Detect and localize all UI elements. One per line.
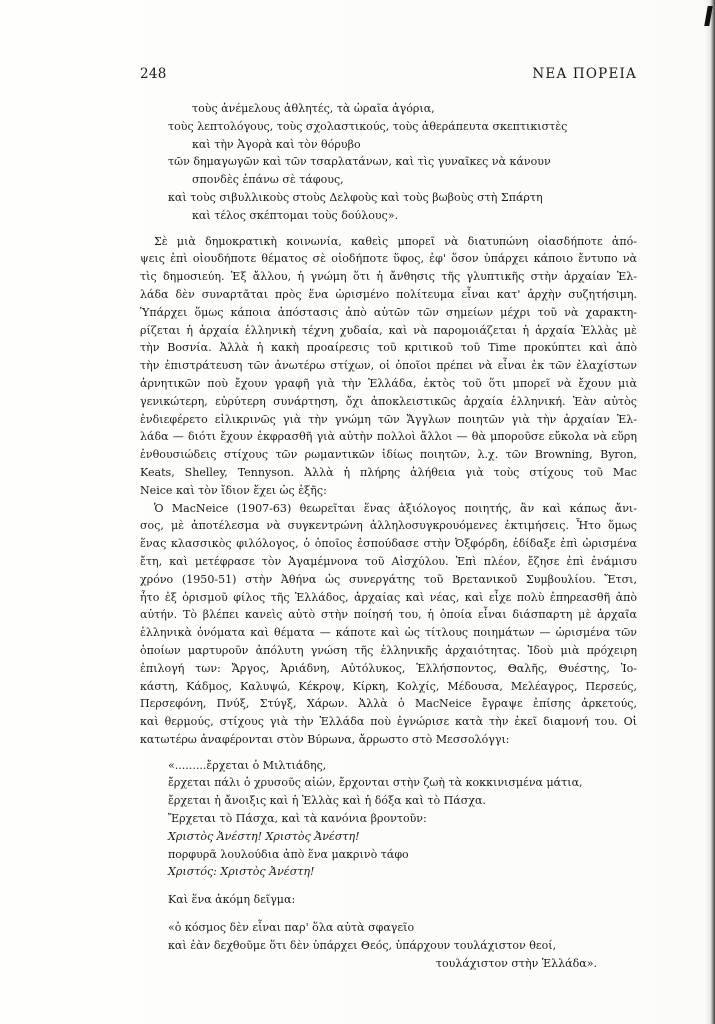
text-line: σος, μὲ ἀποτέλεσμα νὰ συγκεντρώνη ἀλληλοσυγκρουόμενες ἐκτιμήσεις. Ἦτο ὅμως [140, 519, 637, 533]
text-line: κάστη, Κάδμος, Καλυψώ, Κέκροψ, Κίρκη, Κολχίς, Μέδουσα, Μελέαγρος, Περσεύς, [140, 679, 637, 693]
verse-line: Χριστὸς Ἀνέστη! Χριστὸς Ἀνέστη! [168, 829, 360, 843]
text-line: Περσεφόνη, Πνύξ, Στύγξ, Χάρων. Ἀλλὰ ὁ MacNeice ἔγραψε ἐπίσης ἀρκετούς, [140, 697, 637, 711]
verse-line: τουλάχιστον στὴν Ἑλλάδα». [435, 956, 597, 970]
text-line: ἀρνητικῶν ποὺ ἔχουν γραφῆ γιὰ τὴν Ἑλλάδα, ἐκτὸς τοῦ ὅτι μπορεῖ νὰ ἔχουν μιὰ [140, 376, 637, 390]
verse-line: «ὁ κόσμος δὲν εἶναι παρ' ὅλα αὐτὰ σφαγεῖο [168, 921, 415, 935]
text-line: τὶς δημοσιεύη. Ἐξ ἄλλου, ἡ γνώμη ὅτι ἡ ἄνθησις τῆς γλυπτικῆς στὴν ἀρχαίαν Ἑλ- [140, 270, 637, 284]
text-line: ἐπιλογή των: Ἄργος, Ἀριάδνη, Αὐτόλυκος, Ἑλλήσποντος, Θαλῆς, Θυέστης, Ἰο- [140, 661, 637, 675]
verse-line: πορφυρᾶ λουλούδια ἀπὸ ἕνα μακρινὸ τάφο [168, 847, 409, 861]
text-line: Σὲ μιὰ δημοκρατικὴ κοινωνία, καθεὶς μπορεῖ νὰ διατυπώνη οἱασδήποτε ἀπό- [154, 234, 637, 248]
text-line: ἐνδιεφέρετο εἰλικρινῶς γιὰ τὴν γνώμη τῶν Ἄγγλων ποιητῶν γιὰ τὴν ἀρχαίαν Ἑλ- [140, 412, 637, 426]
verse-quote [140, 757, 637, 882]
verse-line: σπονδὲς ἐπάνω σὲ τάφους, [192, 173, 344, 187]
text-line: γενικώτερη, εὐρύτερη συνάρτηση, ὄχι ἀποκλειστικῶς ἀρχαία ἑλληνική. Ἐὰν αὐτὸς [140, 394, 637, 408]
text-line: ρίζεται ἡ ἀρχαία ἑλληνικὴ τέχνη χυδαία, καὶ νὰ παρομοιάζεται ἡ ἀρχαία Ἑλλὰς μὲ [140, 323, 637, 337]
paragraph-2 [140, 500, 637, 749]
verse-line: καὶ ἐὰν δεχθοῦμε ὅτι δὲν ὑπάρχει Θεός, ὑπάρχουν τουλάχιστον θεοί, [168, 938, 557, 952]
text-line: αὐτήν. Τὸ βλέπει κανεὶς αὐτὸ στὴν ποίησή του, ἡ ὁποία εἶναι διάσπαρτη μὲ ἀρχαῖα [140, 608, 637, 622]
running-header [140, 66, 637, 84]
text-line: κατωτέρω ἀναφέρονται στὸν Βύρωνα, ἄρρωστο στὸ Μεσσολόγγι: [140, 732, 510, 746]
text-line: ἦτο ἐξ ὁρισμοῦ φίλος τῆς Ἑλλάδος, ἀρχαίας καὶ νέας, καὶ εἶχε πολὺ ἐπηρεασθῆ ἀπὸ [140, 590, 637, 604]
text-line: ἐνθουσιώδεις στίχους τῶν ρωμαντικῶν ἰδίως ποιητῶν, λ.χ. τῶν Browning, Byron, [140, 448, 637, 462]
text-line: Ὁ MacNeice (1907-63) θεωρεῖται ἕνας ἀξιόλογος ποιητής, ἂν καὶ κάπως ἄνι- [154, 501, 637, 515]
text-line: καὶ θερμούς, στίχους γιὰ τὴν Ἑλλάδα ποὺ ἐγνώρισε κατὰ τὴν ἐκεῖ διαμονή του. Οἱ [140, 715, 637, 729]
text-line: ἔτη, καὶ μετέφρασε τὸν Ἀγαμέμνονα τοῦ Αἰσχύλου. Ἐπὶ πλέον, ἔζησε ἐπὶ ἐνάμισυ [140, 554, 637, 568]
verse-line: καὶ τοὺς σιβυλλικοὺς στοὺς Δελφοὺς καὶ τοὺς βωβοὺς στὴ Σπάρτη [168, 190, 543, 204]
paragraph-1 [140, 233, 637, 500]
text-line: Ὑπάρχει ὅμως κάποια ἀπόστασις ἀπὸ αὐτῶν τῶν σημείων μέχρι τοῦ νὰ χαρακτη- [140, 305, 637, 319]
verse-line: καὶ τὴν Ἀγορὰ καὶ τὸν θόρυβο [192, 137, 361, 151]
bridge-line: Καὶ ἕνα ἀκόμη δεῖγμα: [168, 893, 296, 907]
text-line: ψεις ἐπὶ οἱουδήποτε θέματος σὲ οἱοδήποτε ὕφος, ἐφ' ὅσον ὑπάρχει κάποιο ἔντυπο νὰ [140, 252, 637, 266]
text-line: χρόνο (1950-51) στὴν Ἀθήνα ὡς συνεργάτης τοῦ Βρετανικοῦ Συμβουλίου. Ἔτσι, [140, 572, 637, 586]
verse-top [140, 100, 637, 225]
verse-line: τοὺς λεπτολόγους, τοὺς σχολαστικούς, τοὺς ἀθεράπευτα σκεπτικιστὲς [168, 119, 568, 133]
page-number: 248 [140, 66, 167, 82]
verse-line: ἔρχεται ἡ ἄνοιξις καὶ ἡ Ἑλλὰς καὶ ἡ δόξα καὶ τὸ Πάσχα. [168, 794, 486, 808]
text-line: Neice καὶ τὸν ἴδιον ἔχει ὡς ἑξῆς: [140, 483, 327, 497]
text-line: λάδα — διότι ἔχουν ἐκφρασθῆ γιὰ αὐτὴν πολλοὶ ἄλλοι — θὰ μποροῦσε εὔκολα νὰ εὕρη [140, 430, 637, 444]
page-edge-shadow [705, 0, 715, 1024]
text-line: ἕνας κλασσικὸς φιλόλογος, ὁ ὁποῖος ἐσπούδασε στὴν Ὀξφόρδη, ἐδίδαξε ἐπὶ ὡρισμένα [140, 537, 637, 551]
verse-line: καὶ τέλος σκέπτομαι τοὺς δούλους». [192, 208, 399, 222]
text-line: ἑλληνικὰ ὀνόματα καὶ θέματα — κάποτε καὶ ὡς τίτλους ποιημάτων — ὡρισμένα τῶν [140, 626, 637, 640]
bridge [140, 891, 637, 909]
verse-line: Χριστός: Χριστὸς Ἀνέστη! [168, 865, 315, 879]
text-line: λάδα δὲν συναρτᾶται πρὸς ἕνα ὡρισμένο πολίτευμα εἶναι κατ' ἀρχὴν συζητήσιμη. [140, 287, 637, 301]
text-line: τὴν ἐπιστράτευση τῶν ἀνωτέρω στίχων, οἱ ὁποῖοι πρέπει νὰ εἶναι ἐκ τῶν ἐλαχίστων [140, 359, 637, 373]
verse-line: ἔρχεται πάλι ὁ χρυσοῦς αἰών, ἔρχονται στὴν ζωὴ τὰ κοκκινισμένα μάτια, [168, 776, 583, 790]
running-title: ΝΕΑ ΠΟΡΕΙΑ [532, 66, 637, 82]
page-body [140, 100, 637, 972]
text-line: τὴν Βοσνία. Ἀλλὰ ἡ κακὴ προαίρεσις τοῦ κριτικοῦ τοῦ Time προκύπτει καὶ ἀπὸ [140, 341, 637, 355]
verse-line: «.........ἔρχεται ὁ Μιλτιάδης, [168, 758, 327, 772]
text-line: Keats, Shelley, Tennyson. Ἀλλὰ ἡ πλήρης ἀλήθεια γιὰ τοὺς στίχους τοῦ Mac [140, 465, 637, 479]
verse-line: τῶν δημαγωγῶν καὶ τῶν τσαρλατάνων, καὶ τὶς γυναῖκες νὰ κάνουν [168, 155, 551, 169]
verse-line: Ἔρχεται τὸ Πάσχα, καὶ τὰ κανόνια βροντοῦν: [168, 812, 427, 826]
verse-line: τοὺς ἀνέμελους ἀθλητές, τὰ ὡραῖα ἀγόρια, [192, 102, 435, 115]
text-line: ὁποίων μαρτυροῦν ἀπόλυτη γνώση τῆς ἑλληνικῆς ἀρχαιότητας. Ἰδοὺ μιὰ πρόχειρη [140, 643, 637, 657]
verse-final [140, 919, 637, 972]
